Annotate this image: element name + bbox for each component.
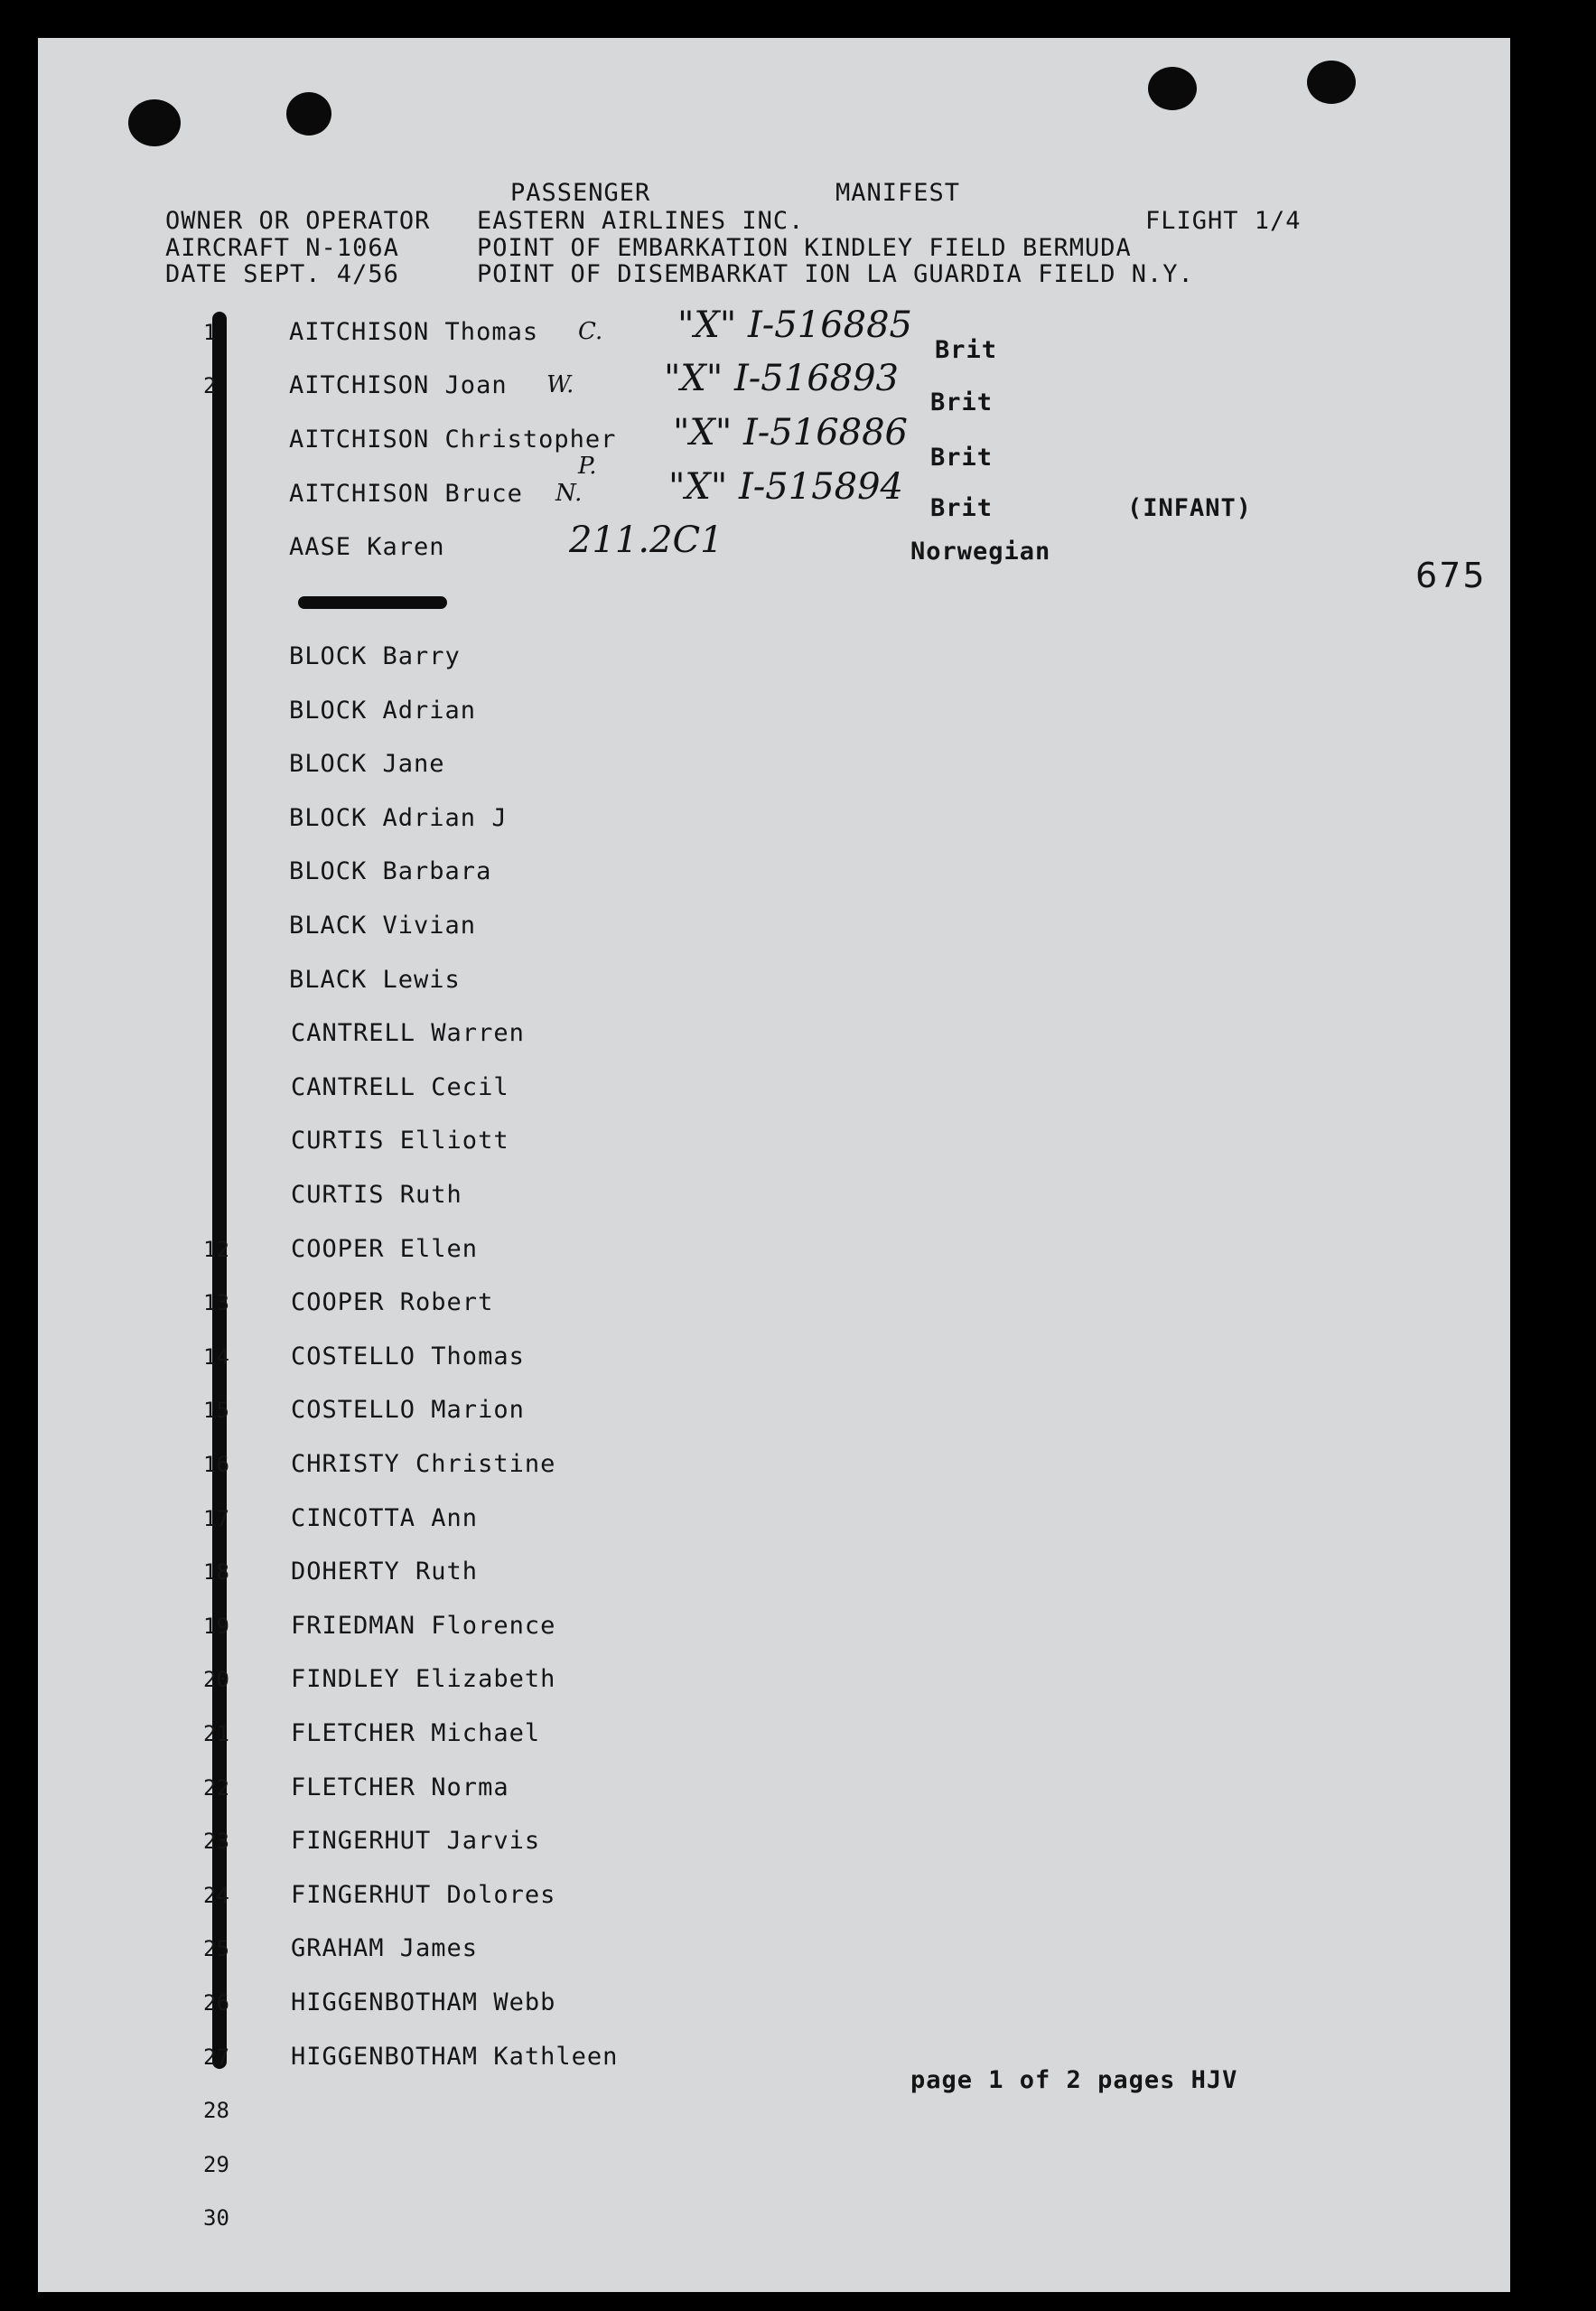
row-number: 25 [203, 1936, 229, 1961]
passenger-name: BLOCK Adrian [289, 697, 477, 725]
stamp-number: 675 [1415, 556, 1487, 595]
row-number: 20 [203, 1667, 229, 1692]
passenger-name: FINGERHUT Jarvis [291, 1827, 541, 1855]
row-number: 13 [203, 1290, 229, 1315]
passenger-name: COSTELLO Thomas [291, 1343, 525, 1371]
passenger-name: FINDLEY Elizabeth [291, 1665, 556, 1693]
passenger-name: CINCOTTA Ann [291, 1504, 479, 1532]
passenger-name: FRIEDMAN Florence [291, 1612, 556, 1640]
handwritten-visa: "X" I-515894 [668, 466, 903, 508]
passenger-name: BLOCK Adrian J [289, 804, 508, 832]
check-bar [212, 312, 227, 2069]
handwritten-initial: N. [555, 480, 583, 507]
row-number: 29 [203, 2152, 229, 2177]
passenger-name: CURTIS Ruth [291, 1181, 462, 1209]
nationality: Norwegian [910, 538, 1051, 566]
row-number: 15 [203, 1398, 229, 1423]
passenger-name: GRAHAM James [291, 1934, 479, 1962]
handwritten-visa: "X" I-516886 [673, 412, 908, 454]
passenger-name: CANTRELL Cecil [291, 1073, 509, 1101]
passenger-name: BLOCK Barbara [289, 857, 492, 885]
passenger-name: BLOCK Barry [289, 642, 461, 670]
passenger-name: COOPER Robert [291, 1288, 494, 1316]
nationality: Brit [935, 336, 998, 364]
passenger-name: COSTELLO Marion [291, 1396, 525, 1424]
passenger-name: AITCHISON Christopher [289, 426, 617, 454]
nationality: Brit [930, 494, 994, 522]
punch-hole [1307, 61, 1356, 104]
row-number: 17 [203, 1506, 229, 1531]
passenger-name: AITCHISON Thomas [289, 318, 539, 346]
passenger-name: BLACK Vivian [289, 912, 477, 940]
page-footer: page 1 of 2 pages HJV [910, 2066, 1238, 2094]
row-number: 2 [203, 373, 217, 398]
passenger-name: CURTIS Elliott [291, 1127, 509, 1155]
separator-dash [298, 596, 447, 609]
punch-hole [286, 92, 331, 136]
handwritten-visa: "X" I-516885 [677, 304, 912, 346]
row-number: 21 [203, 1721, 229, 1746]
owner-value: EASTERN AIRLINES INC. [477, 207, 805, 235]
handwritten-visa: "X" I-516893 [664, 358, 899, 399]
handwritten-visa: 211.2C1 [569, 519, 723, 561]
row-number: 22 [203, 1775, 229, 1801]
punch-hole [128, 99, 181, 146]
row-number: 28 [203, 2098, 229, 2123]
row-number: 12 [203, 1237, 229, 1262]
row-number: 19 [203, 1614, 229, 1639]
owner-label: OWNER OR OPERATOR [165, 207, 431, 235]
nationality: Brit [930, 444, 994, 472]
row-number: 1 [203, 320, 217, 345]
aircraft: AIRCRAFT N-106A [165, 234, 399, 262]
passenger-name: AITCHISON Joan [289, 371, 508, 399]
row-number: 30 [203, 2205, 229, 2231]
row-number: 27 [203, 2044, 229, 2070]
title-manifest: MANIFEST [835, 179, 961, 207]
passenger-name: FLETCHER Norma [291, 1773, 509, 1801]
handwritten-initial: W. [546, 371, 574, 398]
date: DATE SEPT. 4/56 [165, 260, 399, 288]
passenger-name: FLETCHER Michael [291, 1719, 541, 1747]
passenger-name: CANTRELL Warren [291, 1019, 525, 1047]
row-number: 16 [203, 1452, 229, 1477]
passenger-name: CHRISTY Christine [291, 1450, 556, 1478]
passenger-name: AASE Karen [289, 533, 445, 561]
disembarkation: POINT OF DISEMBARKAT ION LA GUARDIA FIELD N.Y. [477, 260, 1194, 288]
embarkation: POINT OF EMBARKATION KINDLEY FIELD BERMUDA [477, 234, 1132, 262]
handwritten-initial: C. [578, 318, 603, 345]
row-number: 23 [203, 1829, 229, 1854]
passenger-name: HIGGENBOTHAM Kathleen [291, 2043, 619, 2071]
row-number: 24 [203, 1883, 229, 1908]
passenger-name: HIGGENBOTHAM Webb [291, 1988, 556, 2016]
row-number: 14 [203, 1344, 229, 1370]
passenger-name: DOHERTY Ruth [291, 1558, 479, 1586]
passenger-name: BLACK Lewis [289, 966, 461, 994]
nationality: Brit [930, 388, 994, 416]
flight-number: FLIGHT 1/4 [1145, 207, 1302, 235]
passenger-name: AITCHISON Bruce [289, 480, 523, 508]
passenger-name: BLOCK Jane [289, 750, 445, 778]
passenger-name: FINGERHUT Dolores [291, 1881, 556, 1909]
punch-hole [1148, 67, 1197, 110]
title-passenger: PASSENGER [510, 179, 651, 207]
row-number: 18 [203, 1559, 229, 1585]
passenger-note: (INFANT) [1127, 494, 1253, 522]
row-number: 26 [203, 1990, 229, 2016]
passenger-name: COOPER Ellen [291, 1235, 479, 1263]
handwritten-initial: P. [578, 453, 597, 480]
